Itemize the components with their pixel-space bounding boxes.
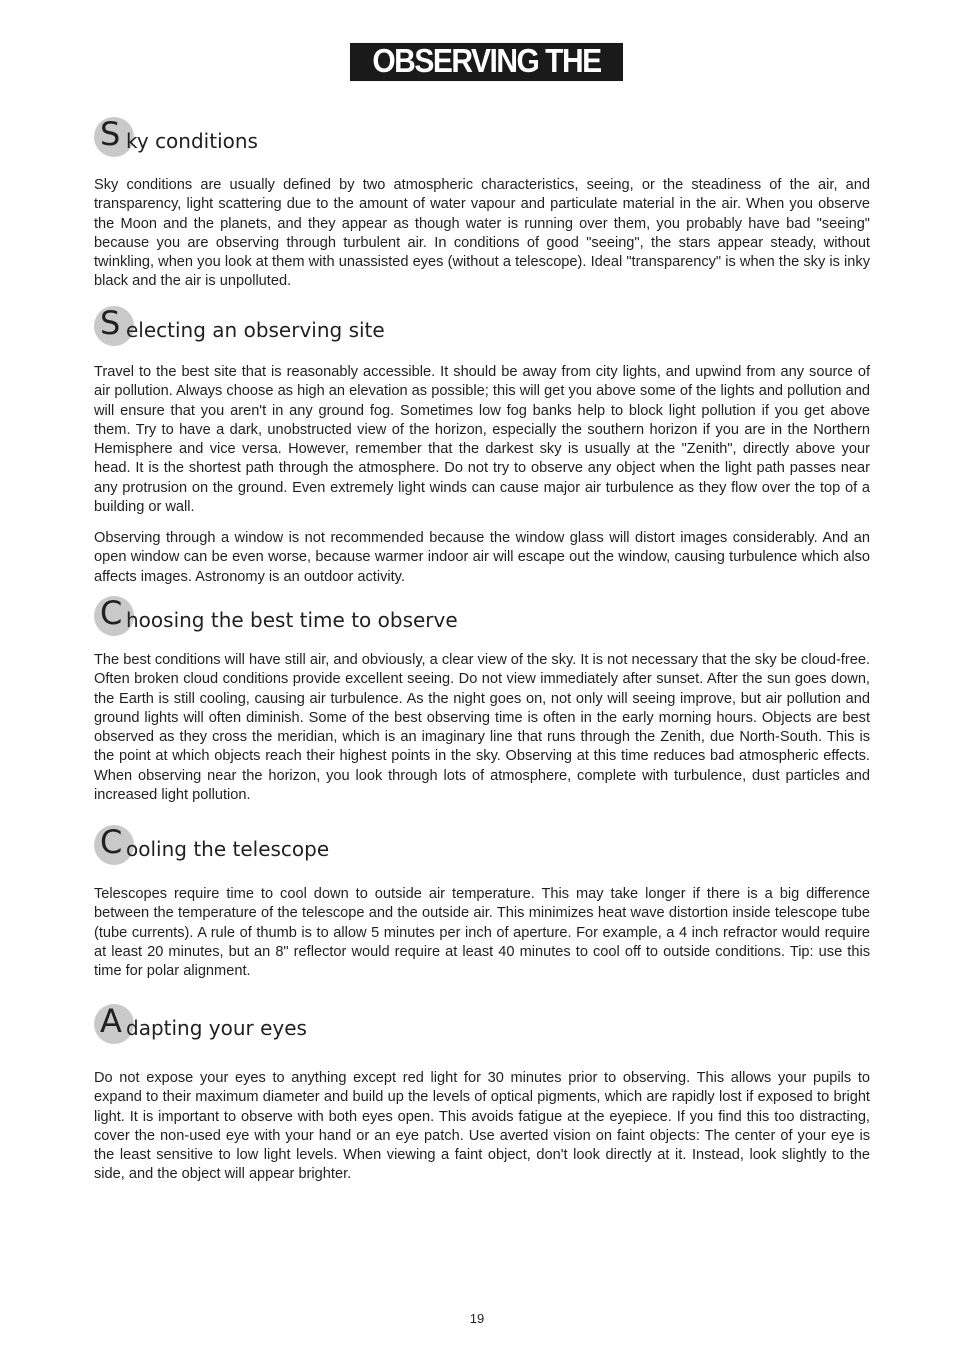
paragraph: The best conditions will have still air, and obviously, a clear view of the sky. It is not necessary that the sky be cloud-free. Often broken cloud conditions provide excellent seeing. Do not view immediately after sunset. After the sun goes down, the Earth is still cooling, causing air turbulence. As the night goes on, not only will seeing improve, but air pollution and ground lights will often diminish. Some of the best observing time is often in the early morning hours. Objects are best observed as they cross the meridian, which is an imaginary line that runs through the Zenith, due North-South. This is the point at which objects reach their highest points in the sky. Observing at this time reduces bad atmospheric effects. When observing near the horizon, you look through lots of atmosphere, complete with turbulence, dust particles and increased light pollution. [94, 652, 870, 804]
section-title: electing an observing site [126, 318, 385, 342]
drop-cap: S [94, 117, 134, 157]
section-title: ky conditions [126, 129, 258, 153]
paragraph: Travel to the best site that is reasonably accessible. It should be away from city lights, and upwind from any source of air pollution. Always choose as high an elevation as possible; this will get you above some of the lights and pollution and will ensure that you aren't in any ground fog. Sometimes low fog banks help to block light pollution if you get above them. Try to have a dark, unobstructed view of the horizon, especially the southern horizon if you are in the Northern Hemisphere and vice versa. However, remember that the darkest sky is usually at the "Zenith", directly above your head. It is the shortest path through the atmosphere. Do not try to observe any object when the light path passes near any protrusion on the ground. Even extremely light winds can cause major air turbulence as they flow over the top of a building or wall. [94, 364, 870, 516]
paragraph: Observing through a window is not recommended because the window glass will distort images considerably. And an open window can be even worse, because warmer indoor air will escape out the window, causing turbulence which also affects images. Astronomy is an outdoor activity. [94, 530, 870, 585]
page-number: 19 [469, 1311, 485, 1326]
paragraph: Sky conditions are usually defined by two atmospheric characteristics, seeing, or the steadiness of the air, and transparency, light scattering due to the amount of water vapour and particulate material in the air. When you observe the Moon and the planets, and they appear as though water is running over them, you probably have bad "seeing" because you are observing through turbulent air. In conditions of good "seeing", the stars appear steady, without twinkling, when you look at them with unassisted eyes (without a telescope). Ideal "transparency" is when the sky is inky black and the air is unpolluted. [94, 177, 870, 290]
drop-cap: S [94, 306, 134, 346]
page-title: OBSERVING THE SKY [350, 43, 623, 81]
drop-cap: A [94, 1004, 134, 1044]
paragraph: Do not expose your eyes to anything except red light for 30 minutes prior to observing. This allows your pupils to expand to their maximum diameter and build up the levels of optical pigments, which are rapidly lost if exposed to bright light. It is important to observe with both eyes open. This avoids fatigue at the eyepiece. If you find this too distracting, cover the non-used eye with your hand or an eye patch. Use averted vision on faint objects: The center of your eye is the least sensitive to low light levels. When viewing a faint object, don't look directly at it. Instead, look slightly to the side, and the object will appear brighter. [94, 1070, 870, 1183]
paragraph: Telescopes require time to cool down to outside air temperature. This may take longer if there is a big difference between the temperature of the telescope and the outside air. This minimizes heat wave distortion inside telescope tube (tube currents). A rule of thumb is to allow 5 minutes per inch of aperture. For example, a 4 inch refractor would require at least 20 minutes, but an 8" reflector would require at least 40 minutes to cool off to outside conditions. Tip: use this time for polar alignment. [94, 886, 870, 980]
section-title: dapting your eyes [126, 1016, 307, 1040]
drop-cap: C [94, 825, 134, 865]
section-title: hoosing the best time to observe [126, 608, 458, 632]
drop-cap: C [94, 596, 134, 636]
section-title: ooling the telescope [126, 837, 330, 861]
